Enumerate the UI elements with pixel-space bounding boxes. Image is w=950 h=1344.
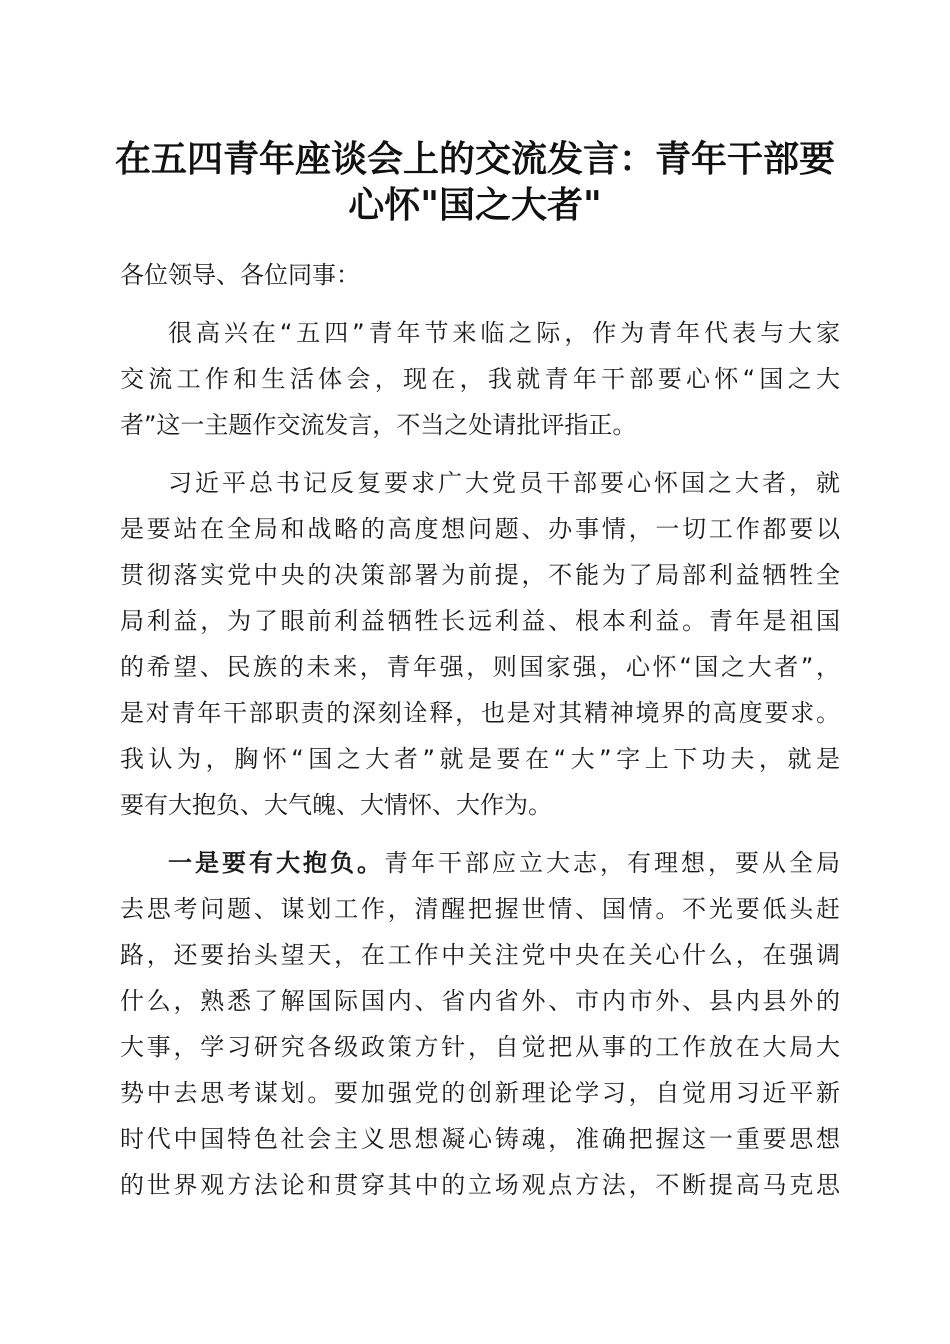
paragraph-line: 要有大抱负、大气魄、大情怀、大作为。 bbox=[120, 791, 552, 819]
paragraph-line: 的希望、民族的未来，青年强，则国家强，心怀“国之大者”， bbox=[120, 653, 840, 681]
paragraph-line: 势中去思考谋划。要加强党的创新理论学习，自觉用习近平新 bbox=[120, 1079, 840, 1107]
paragraph-line: 习近平总书记反复要求广大党员干部要心怀国之大者，就 bbox=[168, 469, 840, 497]
paragraph-line: 是要站在全局和战略的高度想问题、办事情，一切工作都要以 bbox=[120, 515, 840, 543]
paragraph-line: 什么，熟悉了解国际国内、省内省外、市内市外、县内县外的 bbox=[120, 987, 840, 1015]
paragraph-line: 局利益，为了眼前利益牺牲长远利益、根本利益。青年是祖国 bbox=[120, 607, 840, 635]
paragraph-line: 我认为，胸怀“国之大者”就是要在“大”字上下功夫，就是 bbox=[120, 745, 840, 773]
salutation: 各位领导、各位同事： bbox=[120, 261, 360, 289]
document-title bbox=[100, 136, 850, 228]
paragraph-2 bbox=[120, 460, 840, 828]
paragraph-line-text: 青年干部应立大志，有理想，要从全局 bbox=[384, 849, 840, 877]
paragraph-line: 者”这一主题作交流发言，不当之处请批评指正。 bbox=[120, 411, 637, 439]
paragraph-line: 路，还要抬头望天，在工作中关注党中央在关心什么，在强调 bbox=[120, 941, 840, 969]
paragraph-1 bbox=[120, 310, 840, 448]
paragraph-line: 的世界观方法论和贯穿其中的立场观点方法，不断提高马克思 bbox=[120, 1171, 840, 1199]
paragraph-line: 很高兴在“五四”青年节来临之际，作为青年代表与大家 bbox=[168, 319, 840, 347]
paragraph-line: 贯彻落实党中央的决策部署为前提，不能为了局部利益牺牲全 bbox=[120, 561, 840, 589]
paragraph-line: 交流工作和生活体会，现在，我就青年干部要心怀“国之大 bbox=[120, 365, 840, 393]
paragraph-line: 大事，学习研究各级政策方针，自觉把从事的工作放在大局大 bbox=[120, 1033, 840, 1061]
paragraph-line: 是对青年干部职责的深刻诠释，也是对其精神境界的高度要求。 bbox=[120, 699, 840, 727]
title-line-1: 在五四青年座谈会上的交流发言：青年干部要 bbox=[114, 138, 835, 180]
document-body bbox=[120, 252, 840, 1208]
paragraph-3 bbox=[120, 840, 840, 1208]
title-line-2: 心怀"国之大者" bbox=[348, 184, 602, 226]
paragraph-lead-heading: 一是要有大抱负。 bbox=[168, 849, 384, 877]
paragraph-line bbox=[120, 840, 840, 886]
paragraph-line: 去思考问题、谋划工作，清醒把握世情、国情。不光要低头赶 bbox=[120, 895, 840, 923]
paragraph-line: 时代中国特色社会主义思想凝心铸魂，准确把握这一重要思想 bbox=[120, 1125, 840, 1153]
